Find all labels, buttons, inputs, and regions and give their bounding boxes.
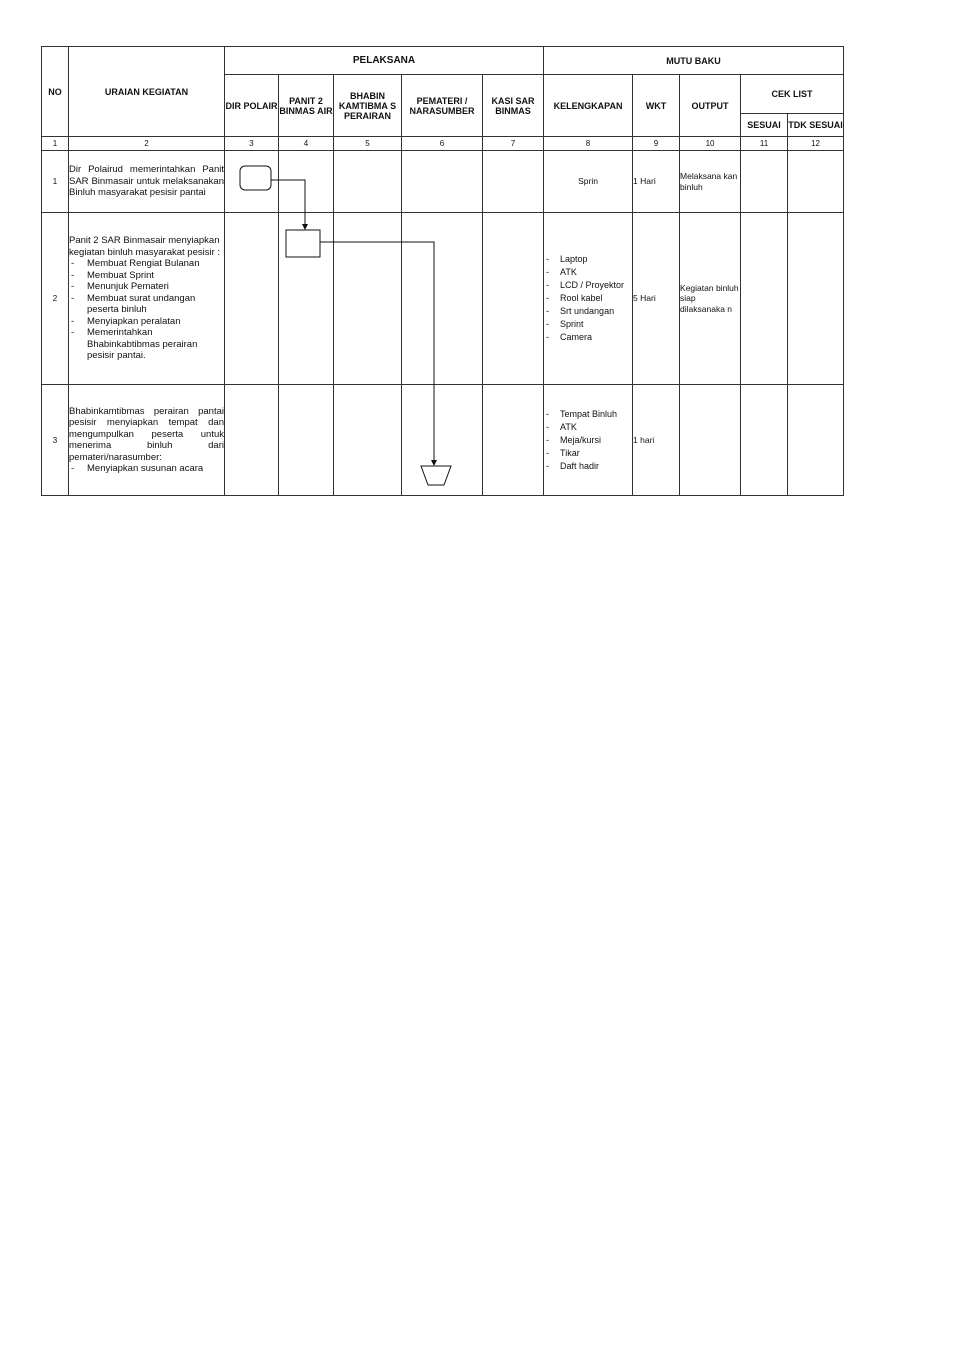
row-output: Melaksana kan binluh: [680, 151, 741, 213]
header-uraian-kegiatan: URAIAN KEGIATAN: [69, 47, 225, 137]
column-number: 12: [788, 137, 844, 151]
column-number: 5: [334, 137, 402, 151]
row-number: 2: [42, 213, 69, 385]
row-kelengkapan: Sprin: [544, 151, 633, 213]
column-number: 6: [402, 137, 483, 151]
lane-cell: [334, 385, 402, 496]
list-item: - Camera: [544, 331, 632, 344]
kelengkapan-list: [544, 408, 632, 473]
header-wkt: WKT: [633, 75, 680, 137]
lane-cell: [334, 213, 402, 385]
list-item: - ATK: [544, 266, 632, 279]
row-description-text: Bhabinkamtibmas perairan pantai pesisir menyiapkan tempat dan mengumpulkan peserta untuk menerima binluh dari pemateri/narasumber:: [69, 405, 224, 463]
list-item: - Meja/kursi: [544, 434, 632, 447]
column-number: 10: [680, 137, 741, 151]
sop-table: [41, 46, 844, 496]
column-number: 4: [279, 137, 334, 151]
row-wkt: 1 hari: [633, 385, 680, 496]
lane-cell: [483, 385, 544, 496]
lane-cell: [334, 151, 402, 213]
row-wkt: 5 Hari: [633, 213, 680, 385]
row-kelengkapan: [544, 213, 633, 385]
row-wkt: 1 Hari: [633, 151, 680, 213]
lane-cell: [402, 385, 483, 496]
lane-cell: [483, 151, 544, 213]
header-output: OUTPUT: [680, 75, 741, 137]
row-kelengkapan: [544, 385, 633, 496]
lane-cell: [483, 213, 544, 385]
lane-cell: [279, 213, 334, 385]
list-item: - Daft hadir: [544, 460, 632, 473]
header-kelengkapan: KELENGKAPAN: [544, 75, 633, 137]
row-number: 3: [42, 385, 69, 496]
row-description: [69, 213, 225, 385]
header-sesuai: SESUAI: [741, 114, 788, 137]
list-item: - Membuat Rengiat Bulanan: [69, 258, 224, 270]
list-item: - Tikar: [544, 447, 632, 460]
header-no: NO: [42, 47, 69, 137]
header-tdk-sesuai: TDK SESUAI: [788, 114, 844, 137]
check-sesuai-cell: [741, 385, 788, 496]
list-item: - Menyiapkan peralatan: [69, 316, 224, 328]
list-item: - Sprint: [544, 318, 632, 331]
row-description: [69, 151, 225, 213]
row-description-text: Dir Polairud memerintahkan Panit SAR Binmasair untuk melaksanakan Binluh masyarakat pesisir pantai: [69, 164, 224, 199]
row-output: [680, 385, 741, 496]
list-item: - Laptop: [544, 253, 632, 266]
table-row: [42, 213, 844, 385]
header-bhabin-kamtibmas: BHABIN KAMTIBMA S PERAIRAN: [334, 75, 402, 137]
list-item: - Membuat Sprint: [69, 270, 224, 282]
row-description-list: [69, 463, 224, 475]
list-item: - Menyiapkan susunan acara: [69, 463, 224, 475]
table-row: [42, 385, 844, 496]
row-description-text: Panit 2 SAR Binmasair menyiapkan kegiatan binluh masyarakat pesisir :: [69, 235, 221, 258]
check-sesuai-cell: [741, 151, 788, 213]
row-description: [69, 385, 225, 496]
header-mutu-baku: MUTU BAKU: [544, 47, 844, 75]
header-dir-polair: DIR POLAIR: [225, 75, 279, 137]
column-number: 1: [42, 137, 69, 151]
column-number: 9: [633, 137, 680, 151]
column-number: 2: [69, 137, 225, 151]
column-number: 3: [225, 137, 279, 151]
row-number: 1: [42, 151, 69, 213]
list-item: - LCD / Proyektor: [544, 279, 632, 292]
list-item: - Tempat Binluh: [544, 408, 632, 421]
row-output: Kegiatan binluh siap dilaksanaka n: [680, 213, 741, 385]
lane-cell: [402, 151, 483, 213]
check-tdk-sesuai-cell: [788, 213, 844, 385]
lane-cell: [225, 213, 279, 385]
list-item: - ATK: [544, 421, 632, 434]
header-kasi-sar-binmas: KASI SAR BINMAS: [483, 75, 544, 137]
kelengkapan-list: [544, 253, 632, 344]
check-sesuai-cell: [741, 213, 788, 385]
row-description-list: [69, 258, 224, 362]
list-item: - Memerintahkan Bhabinkabtibmas perairan pesisir pantai.: [69, 327, 224, 362]
list-item: - Menunjuk Pemateri: [69, 281, 224, 293]
lane-cell: [225, 151, 279, 213]
column-number: 7: [483, 137, 544, 151]
header-panit2-binmas-air: PANIT 2 BINMAS AIR: [279, 75, 334, 137]
lane-cell: [225, 385, 279, 496]
check-tdk-sesuai-cell: [788, 385, 844, 496]
lane-cell: [279, 385, 334, 496]
sop-flow-sheet: [41, 46, 843, 496]
column-number: 11: [741, 137, 788, 151]
list-item: - Srt undangan: [544, 305, 632, 318]
table-row: [42, 151, 844, 213]
lane-cell: [402, 213, 483, 385]
header-cek-list: CEK LIST: [741, 75, 844, 114]
header-pemateri: PEMATERI / NARASUMBER: [402, 75, 483, 137]
list-item: - Rool kabel: [544, 292, 632, 305]
list-item: - Membuat surat undangan peserta binluh: [69, 293, 224, 316]
header-pelaksana: PELAKSANA: [225, 47, 544, 75]
column-number: 8: [544, 137, 633, 151]
lane-cell: [279, 151, 334, 213]
check-tdk-sesuai-cell: [788, 151, 844, 213]
